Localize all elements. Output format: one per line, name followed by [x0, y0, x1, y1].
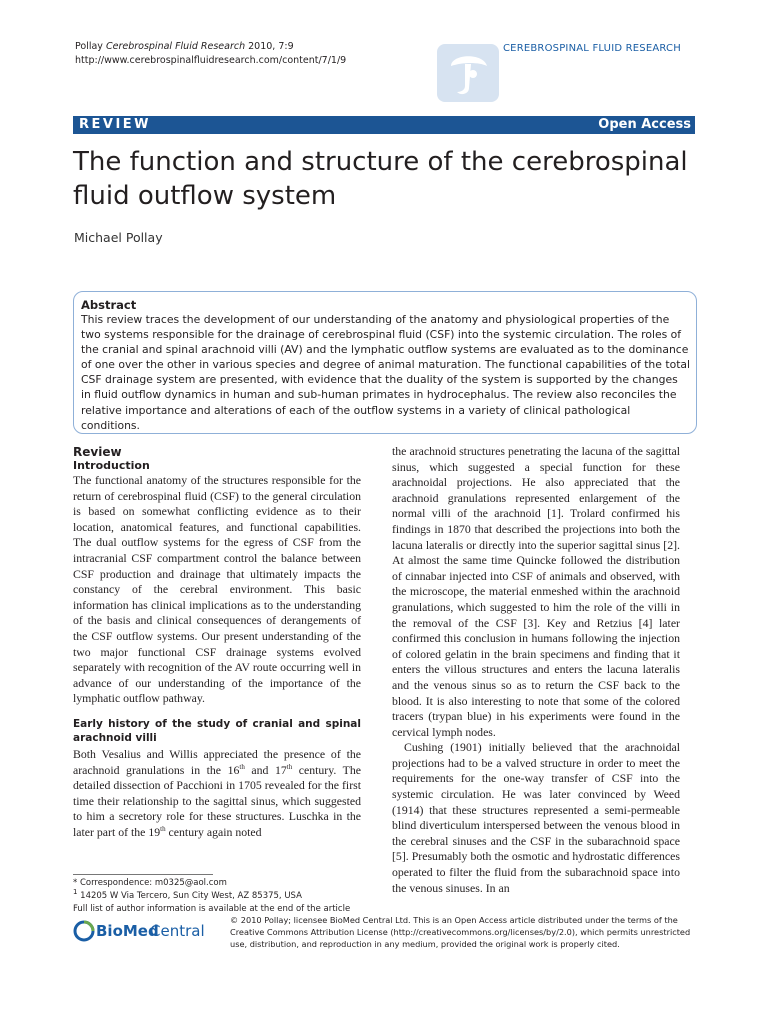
affiliation-marker: 1 [73, 888, 78, 897]
affiliation-address: 14205 W Via Tercero, Sun City West, AZ 85375, USA [80, 891, 302, 901]
history-paragraph [73, 747, 361, 841]
abstract-heading: Abstract [81, 298, 137, 312]
body-column-left [73, 444, 361, 840]
history-text-b: and 17 [244, 762, 287, 777]
abstract-box [73, 291, 697, 434]
publisher-name-central: Central [150, 922, 205, 940]
correspondence-note: * Correspondence: m0325@aol.com [73, 878, 227, 888]
abstract-text: This review traces the development of our understanding of the anatomy and physiological properties of the two systems responsible for the drainage of cerebrospinal fluid (CSF) into the systemic circulation. The roles of the cranial and spinal arachnoid villi (AV) and the lymphatic outflow systems are evaluated as to the dominance of one over the other in various species and degree of animal maturation. The functional capabilities of the total CSF drainage system are presented, with evidence that the duality of the system is supported by the changes in fluid outflow dynamics in human and sub-human primates in hydrocephalus. The review also reconciles the relative importance and alterations of each of the outflow systems in a variety of clinical pathological conditions. [81, 313, 691, 432]
subsection-heading-introduction: Introduction [73, 459, 150, 472]
journal-name: CEREBROSPINAL FLUID RESEARCH [503, 43, 681, 54]
history-text-c: century. The detailed dissection of Pacchioni in 1705 revealed for the first time their relationship to the sagittal sinus, which suggested to him a secretory role for these structures. Luschka in the later part of the 19 [73, 762, 361, 839]
history-text-d: century again noted [165, 824, 262, 839]
author-name: Michael Pollay [74, 230, 163, 245]
citation-journal: Cerebrospinal Fluid Research [105, 41, 246, 52]
history-text-a: Both Vesalius and Willis appreciated the presence of the arachnoid granulations in the 16 [73, 746, 361, 777]
affiliation-note [73, 890, 350, 903]
ordinal-suffix: th [239, 762, 245, 771]
ordinal-suffix: th [286, 762, 293, 771]
journal-logo-icon [437, 44, 499, 102]
open-access-badge: Open Access [598, 117, 691, 132]
ordinal-suffix: th [160, 824, 166, 833]
footnotes [73, 877, 350, 916]
citation-author: Pollay [75, 41, 103, 52]
article-type-label: REVIEW [79, 117, 152, 132]
intro-paragraph: The functional anatomy of the structures responsible for the return of cerebrospinal fluid (CSF) to the general circulation is based on somewhat conflicting evidence as to their location, anatomical features, and functional capabilities. The dual outflow systems for the egress of CSF from the intracranial CSF compartment control the balance between CSF production and drainage that ultimately impacts the constancy of the cerebral environment. This basic information has clinical implications as to the understanding of the basis and clinical consequences of derangements of the CSF outflow systems. Our present understanding of the two major functional CSF drainage systems evolved separately with recognition of the AV route occurring well in advance of our understanding of the importance of the lymphatic outflow pathway. [73, 473, 361, 706]
citation-year-volume: 2010, 7:9 [248, 41, 294, 52]
license-statement: © 2010 Pollay; licensee BioMed Central Ltd. This is an Open Access article distributed under the terms of the Creative Commons Attribution License (http://creativecommons.org/licenses/by/2.0), which permits unrestricted use, distribution, and reproduction in any medium, provided the original work is properly cited. [230, 915, 691, 949]
body-paragraph: the arachnoid structures penetrating the lacuna of the sagittal sinus, which suggested a special function for these arachnoidal projections. He also appreciated that the arachnoid granulations represented enlargement of the normal villi of the arachnoid [1]. Trolard confirmed his findings in 1870 that described the projections into both the lacuna lateralis or directly into the superior sagittal sinus [2]. At almost the same time Quincke followed the distribution of cinnabar injected into CSF of animals and observed, with the microscope, the material enmeshed within the arachnoid granulations, which suggested to him the role of the villi in the removal of the CSF [3]. Key and Retzius [4] later confirmed this conclusion in humans following the injection of colored gelatin in the brain specimens and finding that it enters the villous structures and enters the lacuna lateralis and the venous sinus so as to return the CSF back to the blood. It is also interesting to note that some of the colored tracers (trypan blue) in his experiments were found in the cervical lymph nodes. [392, 444, 680, 739]
body-column-right [392, 444, 680, 896]
subsection-heading-history: Early history of the study of cranial and spinal arachnoid villi [73, 717, 361, 744]
author-info-note: Full list of author information is available at the end of the article [73, 904, 351, 914]
article-url[interactable]: http://www.cerebrospinalfluidresearch.com/content/7/1/9 [75, 55, 347, 66]
paper-title: The function and structure of the cerebrospinal fluid outflow system [73, 147, 688, 211]
footnote-divider [73, 874, 213, 875]
body-paragraph: Cushing (1901) initially believed that the arachnoidal projections had to be a valved structure in order to meet the requirements for the one-way transfer of CSF into the systemic circulation. He was later convinced by Weed (1914) that these structures represented a semi-permeable blind diverticulum interspersed between the venous blood in the cerebral sinuses and the CSF in the subarachnoid space [5]. Presumably both the osmotic and hydrostatic differences operated to filter the fluid from the subarachnoid space into the venous sinuses. In an [392, 740, 680, 895]
header-citation [75, 40, 346, 68]
article-type-banner [73, 116, 695, 134]
section-heading: Review [73, 445, 122, 459]
publisher-name-bio: BioMed [96, 922, 159, 940]
